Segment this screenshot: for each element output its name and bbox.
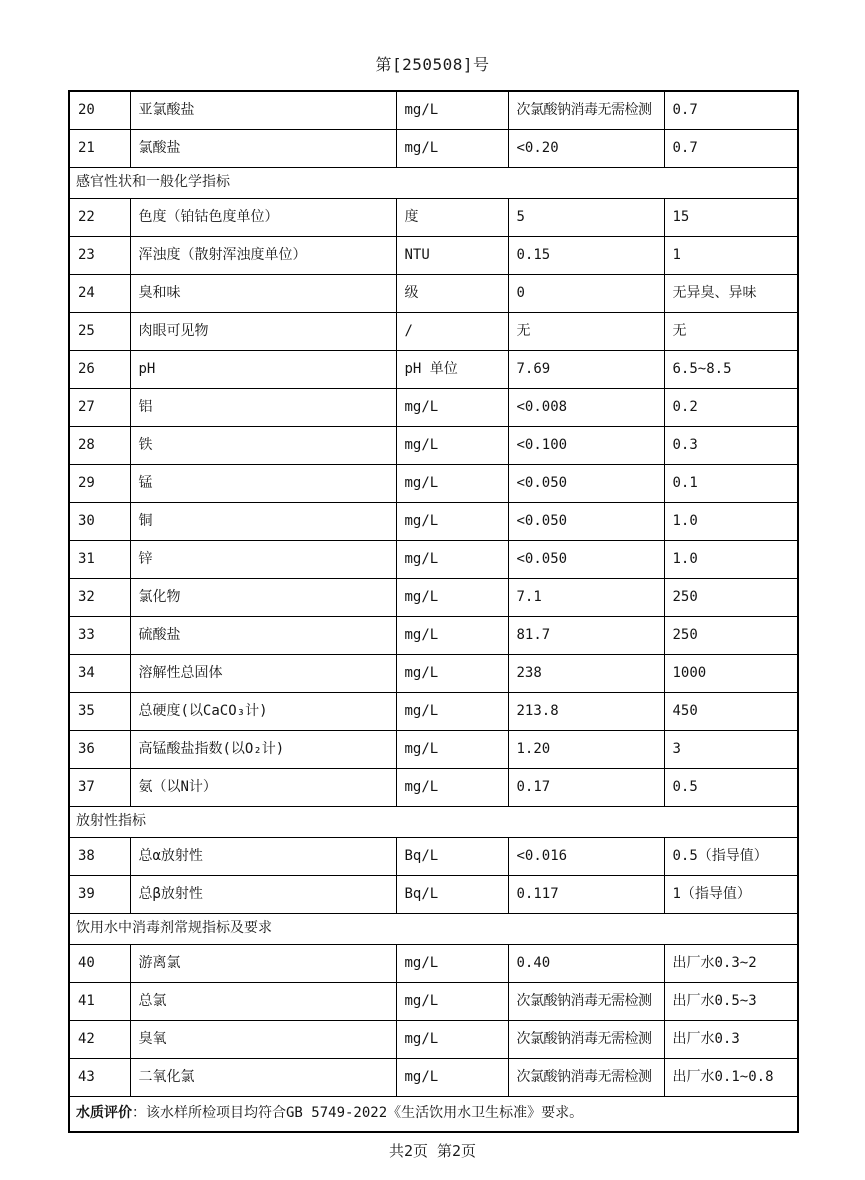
measured-value: 0 (508, 275, 664, 313)
row-number: 21 (69, 130, 130, 168)
table-row (69, 579, 798, 617)
row-number: 40 (69, 945, 130, 983)
row-number: 30 (69, 503, 130, 541)
row-number: 20 (69, 91, 130, 130)
measured-value: 0.40 (508, 945, 664, 983)
measured-value: 次氯酸钠消毒无需检测 (508, 1021, 664, 1059)
limit-value: 0.5 (664, 769, 798, 807)
parameter-name: 总硬度(以CaCO₃计) (130, 693, 396, 731)
table-row (69, 427, 798, 465)
page-footer: 共2页 第2页 (388, 1142, 477, 1160)
unit: mg/L (396, 91, 508, 130)
unit: mg/L (396, 130, 508, 168)
unit: mg/L (396, 503, 508, 541)
unit: 度 (396, 199, 508, 237)
limit-value: 0.2 (664, 389, 798, 427)
unit: mg/L (396, 579, 508, 617)
limit-value: 出厂水0.3~2 (664, 945, 798, 983)
limit-value: 1 (664, 237, 798, 275)
parameter-name: 总α放射性 (130, 838, 396, 876)
parameter-name: 锰 (130, 465, 396, 503)
limit-value: 无 (664, 313, 798, 351)
unit: Bq/L (396, 838, 508, 876)
section-row (69, 914, 798, 945)
limit-value: 0.7 (664, 91, 798, 130)
unit: mg/L (396, 693, 508, 731)
row-number: 32 (69, 579, 130, 617)
row-number: 28 (69, 427, 130, 465)
row-number: 26 (69, 351, 130, 389)
unit: Bq/L (396, 876, 508, 914)
row-number: 42 (69, 1021, 130, 1059)
measured-value: <0.20 (508, 130, 664, 168)
evaluation-row (69, 1097, 798, 1133)
measured-value: 次氯酸钠消毒无需检测 (508, 91, 664, 130)
table-row (69, 945, 798, 983)
measured-value: 次氯酸钠消毒无需检测 (508, 1059, 664, 1097)
parameter-name: 高锰酸盐指数(以O₂计) (130, 731, 396, 769)
unit: mg/L (396, 617, 508, 655)
limit-value: 450 (664, 693, 798, 731)
table-row (69, 541, 798, 579)
limit-value: 6.5~8.5 (664, 351, 798, 389)
row-number: 43 (69, 1059, 130, 1097)
section-row (69, 168, 798, 199)
limit-value: 出厂水0.1~0.8 (664, 1059, 798, 1097)
parameter-name: 臭和味 (130, 275, 396, 313)
page-title: 第[250508]号 (375, 55, 490, 74)
measured-value: <0.008 (508, 389, 664, 427)
row-number: 37 (69, 769, 130, 807)
unit: mg/L (396, 1021, 508, 1059)
parameter-name: 臭氧 (130, 1021, 396, 1059)
unit: mg/L (396, 389, 508, 427)
unit: mg/L (396, 427, 508, 465)
measured-value: 7.69 (508, 351, 664, 389)
measured-value: 213.8 (508, 693, 664, 731)
measured-value: <0.016 (508, 838, 664, 876)
table-row (69, 769, 798, 807)
table-row (69, 503, 798, 541)
evaluation-text: ：该水样所检项目均符合GB 5749-2022《生活饮用水卫生标准》要求。 (132, 1105, 584, 1122)
row-number: 33 (69, 617, 130, 655)
limit-value: 出厂水0.3 (664, 1021, 798, 1059)
limit-value: 1000 (664, 655, 798, 693)
table-row (69, 237, 798, 275)
parameter-name: 亚氯酸盐 (130, 91, 396, 130)
table-row (69, 199, 798, 237)
row-number: 38 (69, 838, 130, 876)
table-row (69, 91, 798, 130)
table-row (69, 983, 798, 1021)
parameter-name: 色度（铂钴色度单位） (130, 199, 396, 237)
measured-value: <0.050 (508, 465, 664, 503)
parameter-name: 铜 (130, 503, 396, 541)
measured-value: 81.7 (508, 617, 664, 655)
unit: mg/L (396, 465, 508, 503)
section-title: 感官性状和一般化学指标 (69, 168, 798, 199)
unit: mg/L (396, 541, 508, 579)
parameter-name: 氯酸盐 (130, 130, 396, 168)
row-number: 29 (69, 465, 130, 503)
row-number: 25 (69, 313, 130, 351)
parameter-name: pH (130, 351, 396, 389)
limit-value: 0.5（指导值） (664, 838, 798, 876)
limit-value: 0.1 (664, 465, 798, 503)
parameter-name: 硫酸盐 (130, 617, 396, 655)
parameter-name: 总氯 (130, 983, 396, 1021)
evaluation-cell (69, 1097, 798, 1133)
table-row (69, 1059, 798, 1097)
measured-value: 0.117 (508, 876, 664, 914)
section-row (69, 807, 798, 838)
table-row (69, 313, 798, 351)
limit-value: 250 (664, 617, 798, 655)
measured-value: 次氯酸钠消毒无需检测 (508, 983, 664, 1021)
row-number: 24 (69, 275, 130, 313)
unit: mg/L (396, 1059, 508, 1097)
unit: pH 单位 (396, 351, 508, 389)
parameter-name: 溶解性总固体 (130, 655, 396, 693)
measured-value: 7.1 (508, 579, 664, 617)
table-row (69, 617, 798, 655)
measured-value: 无 (508, 313, 664, 351)
row-number: 36 (69, 731, 130, 769)
unit: mg/L (396, 655, 508, 693)
results-table (68, 90, 799, 1133)
table-row (69, 275, 798, 313)
limit-value: 无异臭、异味 (664, 275, 798, 313)
row-number: 22 (69, 199, 130, 237)
row-number: 39 (69, 876, 130, 914)
limit-value: 出厂水0.5~3 (664, 983, 798, 1021)
row-number: 41 (69, 983, 130, 1021)
limit-value: 0.3 (664, 427, 798, 465)
table-row (69, 130, 798, 168)
table-row (69, 655, 798, 693)
limit-value: 15 (664, 199, 798, 237)
parameter-name: 氨（以N计） (130, 769, 396, 807)
row-number: 23 (69, 237, 130, 275)
measured-value: 0.17 (508, 769, 664, 807)
table-row (69, 351, 798, 389)
limit-value: 250 (664, 579, 798, 617)
row-number: 35 (69, 693, 130, 731)
row-number: 31 (69, 541, 130, 579)
limit-value: 1.0 (664, 541, 798, 579)
table-row (69, 465, 798, 503)
measured-value: 0.15 (508, 237, 664, 275)
unit: mg/L (396, 769, 508, 807)
parameter-name: 总β放射性 (130, 876, 396, 914)
unit: mg/L (396, 945, 508, 983)
table-row (69, 876, 798, 914)
measured-value: 238 (508, 655, 664, 693)
parameter-name: 浑浊度（散射浑浊度单位） (130, 237, 396, 275)
unit: NTU (396, 237, 508, 275)
parameter-name: 二氧化氯 (130, 1059, 396, 1097)
limit-value: 0.7 (664, 130, 798, 168)
unit: / (396, 313, 508, 351)
table-row (69, 838, 798, 876)
table-row (69, 389, 798, 427)
parameter-name: 铁 (130, 427, 396, 465)
table-row (69, 693, 798, 731)
limit-value: 1（指导值） (664, 876, 798, 914)
parameter-name: 氯化物 (130, 579, 396, 617)
table-row (69, 1021, 798, 1059)
table-row (69, 731, 798, 769)
measured-value: <0.050 (508, 503, 664, 541)
row-number: 27 (69, 389, 130, 427)
limit-value: 3 (664, 731, 798, 769)
parameter-name: 游离氯 (130, 945, 396, 983)
parameter-name: 肉眼可见物 (130, 313, 396, 351)
row-number: 34 (69, 655, 130, 693)
measured-value: <0.050 (508, 541, 664, 579)
section-title: 放射性指标 (69, 807, 798, 838)
parameter-name: 铝 (130, 389, 396, 427)
limit-value: 1.0 (664, 503, 798, 541)
unit: mg/L (396, 983, 508, 1021)
measured-value: 1.20 (508, 731, 664, 769)
unit: mg/L (396, 731, 508, 769)
measured-value: 5 (508, 199, 664, 237)
section-title: 饮用水中消毒剂常规指标及要求 (69, 914, 798, 945)
measured-value: <0.100 (508, 427, 664, 465)
evaluation-label: 水质评价 (76, 1105, 132, 1122)
unit: 级 (396, 275, 508, 313)
parameter-name: 锌 (130, 541, 396, 579)
